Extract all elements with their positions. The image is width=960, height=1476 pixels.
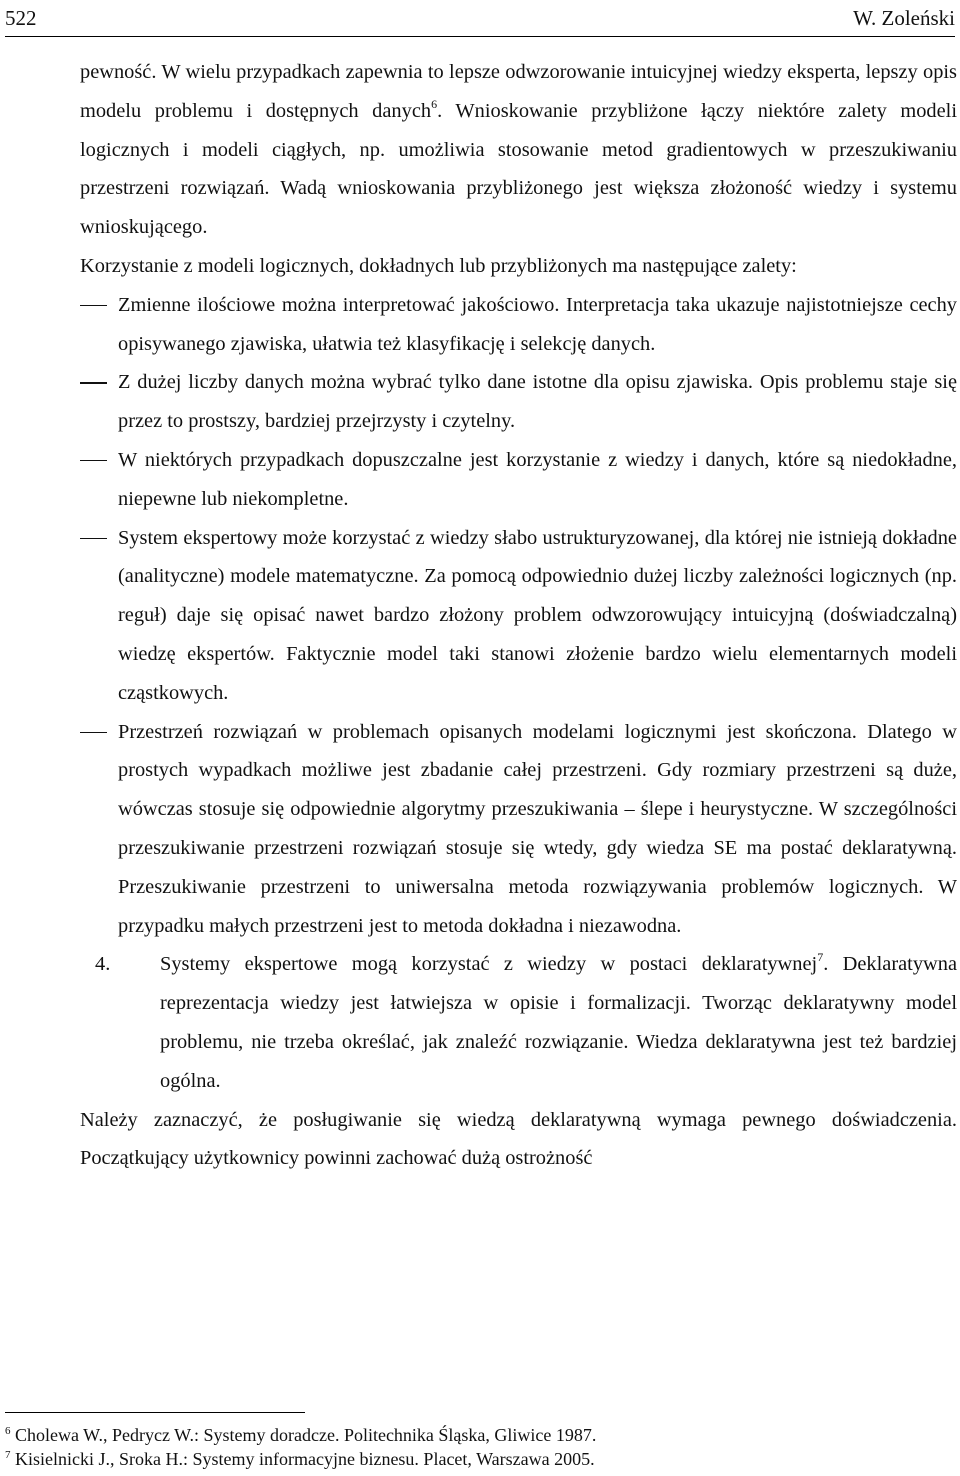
footnote-text: Kisielnicki J., Sroka H.: Systemy informacyjne biznesu. Placet, Warszawa 2005. bbox=[15, 1449, 595, 1469]
intro-text-a: pewność. W wielu przypadkach zapewnia to lepsze odwzorowanie intuicyjnej wiedzy eksperta, lepszy opis modelu problemu i dostępnych danych bbox=[80, 61, 957, 122]
paragraph-advantages: Korzystanie z modeli logicznych, dokładnych lub przybliżonych ma następujące zalety: bbox=[80, 254, 797, 277]
running-author: W. Zoleński bbox=[853, 5, 955, 30]
list-item: Przestrzeń rozwiązań w problemach opisanych modelami logicznymi jest skończona. Dlatego w prostych wypadkach możliwe jest zbadanie całej przestrzeni. Gdy rozmiary przestrzeni są duże, wówczas stosuje się odpowiednie algorytmy przeszukiwania – ślepe i heurystyczne. W szczególności przeszukiwanie przestrzeni rozwiązań stosuje się wtedy, gdy wiedza SE ma postać deklaratywną. Przeszukiwanie przestrzeni to uniwersalna metoda rozwiązywania problemów logicznych. W przypadku małych przestrzeni jest to metoda dokładna i niezawodna. bbox=[80, 713, 957, 946]
intro-text-b: . Wnioskowanie przybliżone łączy niektóre zalety modeli logicznych i modeli ciągłych, np. umożliwia stosowanie metod gradientowych w przeszukiwaniu przestrzeni rozwiązań. Wadą wnioskowania przybliżonego jest większa złożoność wiedzy i systemu wnioskującego. bbox=[80, 99, 957, 239]
advantages-list bbox=[80, 286, 957, 946]
item4-text-a: Systemy ekspertowe mogą korzystać z wiedzy w postaci deklaratywnej bbox=[160, 953, 818, 976]
list-item: Zmienne ilościowe można interpretować jakościowo. Interpretacja taka ukazuje najistotniejsze cechy opisywanego zjawiska, ułatwia też klasyfikację i selekcję danych. bbox=[80, 286, 957, 364]
item4-text-b: . Deklaratywna reprezentacja wiedzy jest łatwiejsza w opisie i formalizacji. Tworząc deklaratywny model problemu, nie trzeba określać, jak znaleźć rozwiązanie. Wiedza deklaratywna jest też bardziej ogólna. bbox=[160, 953, 957, 1092]
footnote-7 bbox=[5, 1447, 945, 1471]
footnote-ref-6[interactable]: 6 bbox=[431, 96, 438, 111]
list-item: W niektórych przypadkach dopuszczalne jest korzystanie z wiedzy i danych, które są niedokładne, niepewne lub niekompletne. bbox=[80, 441, 957, 519]
footnote-number: 7 bbox=[5, 1449, 11, 1461]
footnote-6 bbox=[5, 1423, 945, 1447]
body-text bbox=[80, 53, 957, 1178]
footnote-ref-7[interactable]: 7 bbox=[817, 950, 824, 965]
list-item: System ekspertowy może korzystać z wiedzy słabo ustrukturyzowanej, dla której nie istnieją dokładne (analityczne) modele matematyczne. Za pomocą odpowiednio dużej liczby zależności logicznych (np. reguł) daje się opisać nawet bardzo złożony problem odwzorowujący intuicyjną (doświadczalną) wiedzę ekspertów. Faktycznie model taki stanowi złożenie bardzo wielu elementarnych modeli cząstkowych. bbox=[80, 519, 957, 713]
list-item: Z dużej liczby danych można wybrać tylko dane istotne dla opisu zjawiska. Opis problemu staje się przez to prostszy, bardziej przejrzysty i czytelny. bbox=[80, 363, 957, 441]
footnote-number: 6 bbox=[5, 1425, 11, 1437]
numbered-item-4 bbox=[80, 945, 957, 1100]
running-header bbox=[5, 0, 955, 37]
item-number: 4. bbox=[95, 953, 111, 976]
footnote-text: Cholewa W., Pedrycz W.: Systemy doradcze. Politechnika Śląska, Gliwice 1987. bbox=[15, 1425, 597, 1445]
footnote-separator bbox=[5, 1412, 305, 1413]
page-number: 522 bbox=[5, 5, 37, 30]
footnotes bbox=[5, 1423, 945, 1471]
paragraph-intro bbox=[80, 53, 957, 247]
paragraph-closing: Należy zaznaczyć, że posługiwanie się wiedzą deklaratywną wymaga pewnego doświadczenia. Początkujący użytkownicy powinni zachować dużą ostrożność bbox=[80, 1108, 957, 1170]
